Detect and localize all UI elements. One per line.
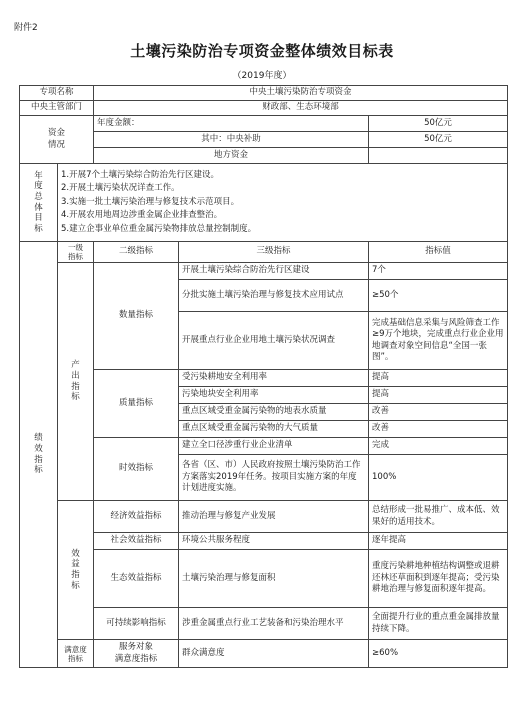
indicator-name: 建立全口径涉重行业企业清单 bbox=[179, 438, 369, 455]
economic-benefit-label: 经济效益指标 bbox=[94, 501, 179, 533]
indicator-value: 完成 bbox=[369, 438, 508, 455]
goal-item: 2.开展土壤污染状况详查工作。 bbox=[61, 183, 180, 194]
indicator-value: 逐年提高 bbox=[369, 533, 508, 550]
annual-amount-value: 50亿元 bbox=[369, 116, 508, 132]
indicator-name: 各省（区、市）人民政府按照土壤污染防治工作方案落实2019年任务。按项目实施方案的年度计划进度实施。 bbox=[179, 455, 369, 501]
goal-item: 3.实施一批土壤污染治理与修复技术示范项目。 bbox=[61, 196, 240, 207]
goal-item: 1.开展7个土壤污染综合防治先行区建设。 bbox=[61, 169, 220, 180]
timeliness-indicators-label: 时效指标 bbox=[94, 438, 179, 501]
indicator-value: ≥60% bbox=[369, 640, 508, 668]
output-indicators-label: 产 出 指 标 bbox=[58, 263, 94, 501]
col-level1-header: 一级 指标 bbox=[58, 242, 94, 263]
indicator-value: ≥50个 bbox=[369, 280, 508, 312]
sustainability-label: 可持续影响指标 bbox=[94, 608, 179, 640]
indicator-value: 改善 bbox=[369, 404, 508, 421]
indicator-name: 群众满意度 bbox=[179, 640, 369, 668]
project-name-label: 专项名称 bbox=[20, 86, 94, 101]
ecological-benefit-label: 生态效益指标 bbox=[94, 550, 179, 608]
indicator-name: 重点区域受重金属污染物的地表水质量 bbox=[179, 404, 369, 421]
performance-table bbox=[19, 85, 508, 668]
attachment-label: 附件2 bbox=[14, 23, 38, 33]
indicator-value: 提高 bbox=[369, 370, 508, 387]
indicator-name: 污染地块安全利用率 bbox=[179, 387, 369, 404]
dept-label: 中央主管部门 bbox=[20, 101, 94, 116]
indicator-value: 改善 bbox=[369, 421, 508, 438]
annual-amount-label: 年度金额： bbox=[94, 116, 369, 132]
central-subsidy-label: 其中：中央补助 bbox=[94, 132, 369, 148]
project-name: 中央土壤污染防治专项资金 bbox=[94, 86, 508, 101]
quality-indicators-label: 质量指标 bbox=[94, 370, 179, 438]
indicator-value: 提高 bbox=[369, 387, 508, 404]
col-level3-header: 三级指标 bbox=[179, 242, 369, 263]
benefit-indicators-label: 效 益 指 标 bbox=[58, 501, 94, 640]
local-funds-label: 地方资金 bbox=[94, 148, 369, 164]
indicator-value: 重度污染耕地种植结构调整或退耕还林还草面积到逐年提高；受污染耕地治理与修复面积逐年提高。 bbox=[369, 550, 508, 608]
local-funds-value bbox=[369, 148, 508, 164]
annual-goals-list bbox=[58, 164, 508, 242]
social-benefit-label: 社会效益指标 bbox=[94, 533, 179, 550]
page-title: 土壤污染防治专项资金整体绩效目标表 bbox=[130, 42, 394, 60]
indicator-name: 受污染耕地安全利用率 bbox=[179, 370, 369, 387]
indicator-name: 推动治理与修复产业发展 bbox=[179, 501, 369, 533]
performance-indicators-label: 绩 效 指 标 bbox=[20, 242, 58, 668]
col-value-header: 指标值 bbox=[369, 242, 508, 263]
annual-goals-label: 年 度 总 体 目 标 bbox=[20, 164, 58, 242]
indicator-value: 全面提升行业的重点重金属排放量持续下降。 bbox=[369, 608, 508, 640]
service-satisfaction-label: 服务对象 满意度指标 bbox=[94, 640, 179, 668]
indicator-name: 土壤污染治理与修复面积 bbox=[179, 550, 369, 608]
indicator-value: 100% bbox=[369, 455, 508, 501]
indicator-value: 总结形成一批易推广、成本低、效果好的适用技术。 bbox=[369, 501, 508, 533]
indicator-value: 完成基础信息采集与风险筛查工作≥9万个地块，完成重点行业企业用地调查对象空间信息“全国一张图”。 bbox=[369, 312, 508, 370]
indicator-name: 重点区域受重金属污染物的大气质量 bbox=[179, 421, 369, 438]
indicator-name: 环境公共服务程度 bbox=[179, 533, 369, 550]
funds-label: 资金 情况 bbox=[20, 116, 94, 164]
goal-item: 5.建立企事业单位重金属污染物排放总量控制制度。 bbox=[61, 223, 257, 234]
dept-value: 财政部、生态环境部 bbox=[94, 101, 508, 116]
satisfaction-indicators-label: 满意度 指标 bbox=[58, 640, 94, 668]
indicator-name: 开展土壤污染综合防治先行区建设 bbox=[179, 263, 369, 280]
col-level2-header: 二级指标 bbox=[94, 242, 179, 263]
goal-item: 4.开展农用地周边涉重金属企业排查整治。 bbox=[61, 210, 223, 221]
indicator-name: 涉重金属重点行业工艺装备和污染治理水平 bbox=[179, 608, 369, 640]
indicator-value: 7个 bbox=[369, 263, 508, 280]
central-subsidy-value: 50亿元 bbox=[369, 132, 508, 148]
year-label: （2019年度） bbox=[232, 71, 292, 81]
quantity-indicators-label: 数量指标 bbox=[94, 263, 179, 370]
indicator-name: 开展重点行业企业用地土壤污染状况调查 bbox=[179, 312, 369, 370]
indicator-name: 分批实施土壤污染治理与修复技术应用试点 bbox=[179, 280, 369, 312]
